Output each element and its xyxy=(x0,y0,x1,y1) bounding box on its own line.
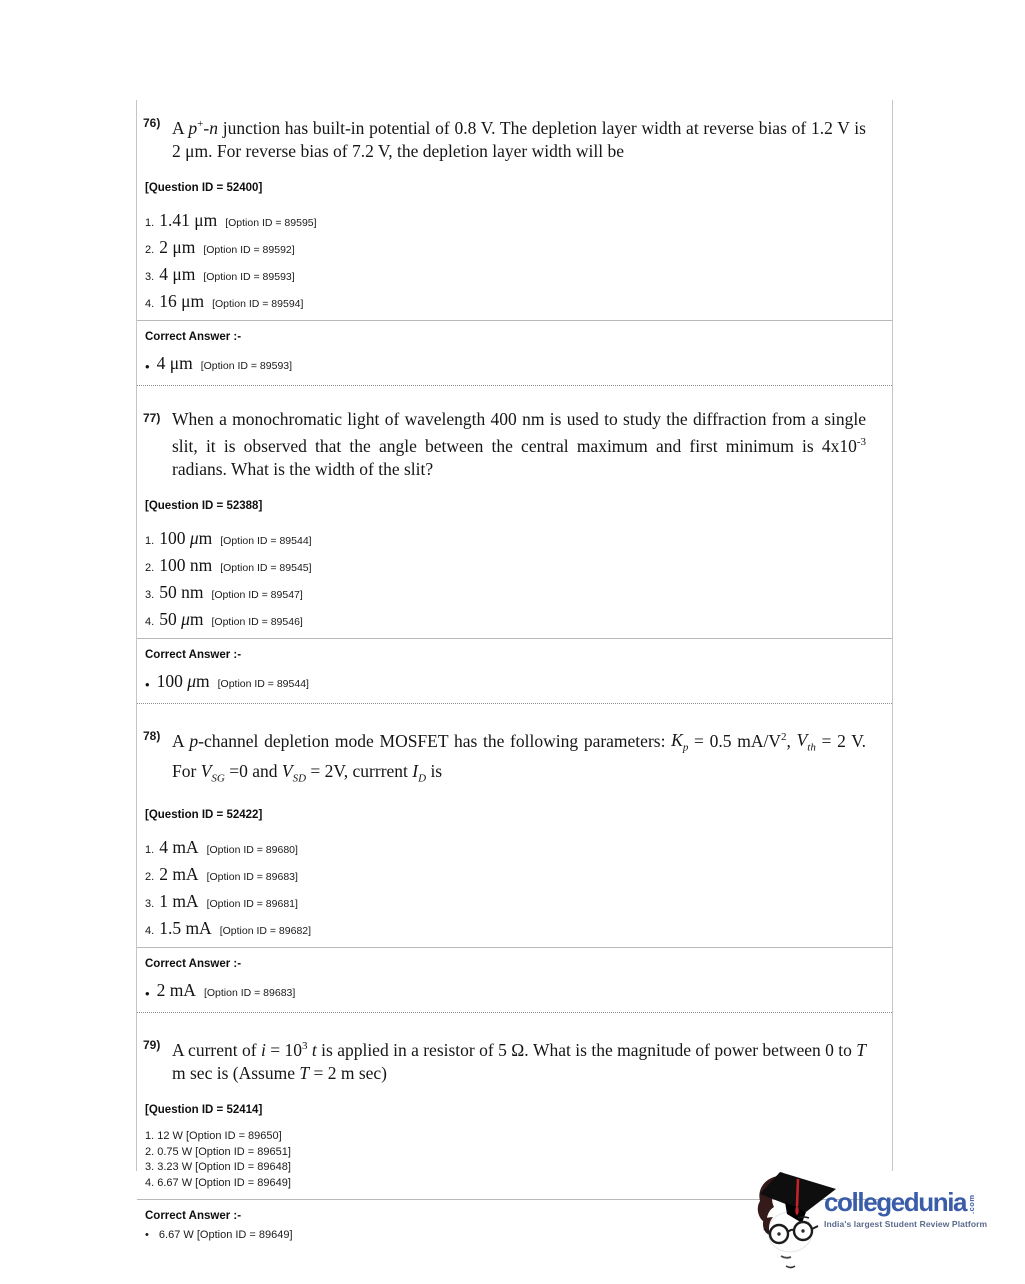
question-block-78 xyxy=(137,704,892,1014)
question-block-77 xyxy=(137,386,892,704)
option-value: 1 mA xyxy=(159,891,199,912)
separator xyxy=(137,320,892,321)
question-number: 76) xyxy=(143,116,161,130)
option-value: 3.23 W xyxy=(157,1161,193,1174)
option-id: [Option ID = 89682] xyxy=(219,925,312,938)
option-row xyxy=(145,861,892,884)
question-text: A p+-n junction has built-in potential of 0.8 V. The depletion layer width at reverse bias of 1.2 V is 2 μm. For reverse bias of 7.2 V, the depletion layer width will be xyxy=(172,117,866,161)
question-block-76 xyxy=(137,100,892,386)
option-row xyxy=(145,552,892,575)
content-sheet xyxy=(136,100,893,1242)
option-number: 4. xyxy=(145,925,155,938)
correct-answer-id: [Option ID = 89544] xyxy=(217,677,309,690)
option-row xyxy=(145,579,892,602)
brand-tld: .com xyxy=(967,1194,977,1214)
correct-answer-label: Correct Answer :- xyxy=(145,1210,242,1223)
separator xyxy=(137,638,892,639)
question-id: [Question ID = 52400] xyxy=(145,181,263,194)
option-number: 3. xyxy=(145,588,155,601)
correct-answer-id: [Option ID = 89649] xyxy=(196,1229,293,1242)
option-value: 100 μm xyxy=(159,527,213,548)
option-row xyxy=(145,1145,892,1161)
option-row xyxy=(145,606,892,629)
option-number: 2. xyxy=(145,1145,155,1158)
option-number: 4. xyxy=(145,615,155,628)
option-value: 50 μm xyxy=(159,608,204,629)
correct-answer-label: Correct Answer :- xyxy=(145,330,242,343)
option-number: 1. xyxy=(145,216,155,229)
option-value: 1.5 mA xyxy=(159,918,212,939)
question-text: When a monochromatic light of wavelength 400 nm is used to study the diffraction from a single slit, it is observed that the angle between the central maximum and first minimum is $4x10^{-3}$ radians. What is the width of the slit? xyxy=(172,408,866,479)
option-id: [Option ID = 89594] xyxy=(212,297,304,310)
correct-answer-label: Correct Answer :- xyxy=(145,648,242,661)
bullet-icon: • xyxy=(145,358,150,374)
bullet-icon: • xyxy=(145,1229,149,1242)
correct-answer-row xyxy=(145,977,892,1000)
option-number: 4. xyxy=(145,1176,155,1189)
bullet-icon: • xyxy=(145,986,150,1002)
question-text: A current of $i = 10^3$ t is applied in a resistor of 5 Ω. What is the magnitude of power between 0 to T m sec is (Assume T = 2 m sec) xyxy=(172,1040,866,1084)
option-row xyxy=(145,915,892,938)
option-row xyxy=(145,207,892,230)
option-value: 1.41 μm xyxy=(159,209,218,230)
option-number: 2. xyxy=(145,561,155,574)
question-id: [Question ID = 52414] xyxy=(145,1104,263,1117)
tassel-icon xyxy=(797,1179,798,1206)
option-number: 2. xyxy=(145,871,155,884)
brand-text: collegedunia xyxy=(824,1187,967,1217)
option-id: [Option ID = 89546] xyxy=(211,615,303,628)
option-value: 4 mA xyxy=(159,837,199,858)
option-value: 16 μm xyxy=(159,290,205,311)
option-row xyxy=(145,261,892,284)
correct-answer-value: 100 μm xyxy=(156,670,210,691)
question-number: 79) xyxy=(143,1038,161,1053)
option-id: [Option ID = 89683] xyxy=(206,871,298,884)
question-id: [Question ID = 52388] xyxy=(145,499,263,512)
option-id: [Option ID = 89544] xyxy=(220,534,312,547)
option-id: [Option ID = 89593] xyxy=(203,270,295,283)
option-id: [Option ID = 89595] xyxy=(225,216,317,229)
option-id: [Option ID = 89649] xyxy=(195,1176,291,1189)
option-id: [Option ID = 89681] xyxy=(206,898,298,911)
options-list xyxy=(145,525,892,629)
question-id: [Question ID = 52422] xyxy=(145,809,263,822)
option-value: 4 μm xyxy=(159,263,196,284)
option-id: [Option ID = 89650] xyxy=(186,1130,282,1143)
option-id: [Option ID = 89592] xyxy=(203,243,295,256)
option-value: 100 nm xyxy=(159,554,213,575)
option-id: [Option ID = 89651] xyxy=(195,1145,291,1158)
option-value: 2 mA xyxy=(159,864,199,885)
option-number: 2. xyxy=(145,243,155,256)
option-id: [Option ID = 89680] xyxy=(206,844,298,857)
correct-answer-value: 6.67 W xyxy=(158,1229,194,1242)
options-list xyxy=(145,834,892,938)
option-row xyxy=(145,888,892,911)
question-number: 78) xyxy=(143,728,161,743)
option-value: 2 μm xyxy=(159,236,196,257)
option-row xyxy=(145,288,892,311)
option-row xyxy=(145,525,892,548)
option-number: 1. xyxy=(145,844,155,857)
question-number: 77) xyxy=(143,410,161,425)
option-number: 3. xyxy=(145,898,155,911)
option-row xyxy=(145,234,892,257)
collegedunia-logo xyxy=(752,1172,987,1270)
correct-answer-row xyxy=(145,350,892,373)
correct-answer-value: 2 mA xyxy=(156,980,196,1001)
option-value: 50 nm xyxy=(159,581,204,602)
correct-answer-label: Correct Answer :- xyxy=(145,958,242,971)
option-number: 1. xyxy=(145,1130,155,1143)
correct-answer-value: 4 μm xyxy=(156,352,193,373)
option-value: 6.67 W xyxy=(157,1176,193,1189)
option-number: 4. xyxy=(145,297,155,310)
question-text: A p-channel depletion mode MOSFET has the following parameters: $K_p = 0.5$ $mA/V^2$, $V_{th} = 2$ V. For $V_{SG} =0$ and $V_{SD} = 2V$, currrent $I_D$ is xyxy=(172,730,867,785)
options-list xyxy=(145,207,892,311)
option-number: 3. xyxy=(145,270,155,283)
option-id: [Option ID = 89547] xyxy=(211,588,303,601)
option-number: 1. xyxy=(145,534,155,547)
correct-answer-row xyxy=(145,668,892,691)
brand-tagline: India's largest Student Review Platform xyxy=(824,1219,988,1229)
option-value: 0.75 W xyxy=(157,1145,193,1158)
option-id: [Option ID = 89545] xyxy=(220,561,312,574)
option-row xyxy=(145,1129,892,1145)
separator xyxy=(137,947,892,948)
option-value: 12 W xyxy=(157,1130,183,1143)
correct-answer-id: [Option ID = 89683] xyxy=(203,987,296,1000)
bullet-icon: • xyxy=(145,676,150,692)
correct-answer-id: [Option ID = 89593] xyxy=(200,359,293,372)
option-number: 3. xyxy=(145,1161,155,1174)
option-id: [Option ID = 89648] xyxy=(195,1161,291,1174)
option-row xyxy=(145,834,892,857)
